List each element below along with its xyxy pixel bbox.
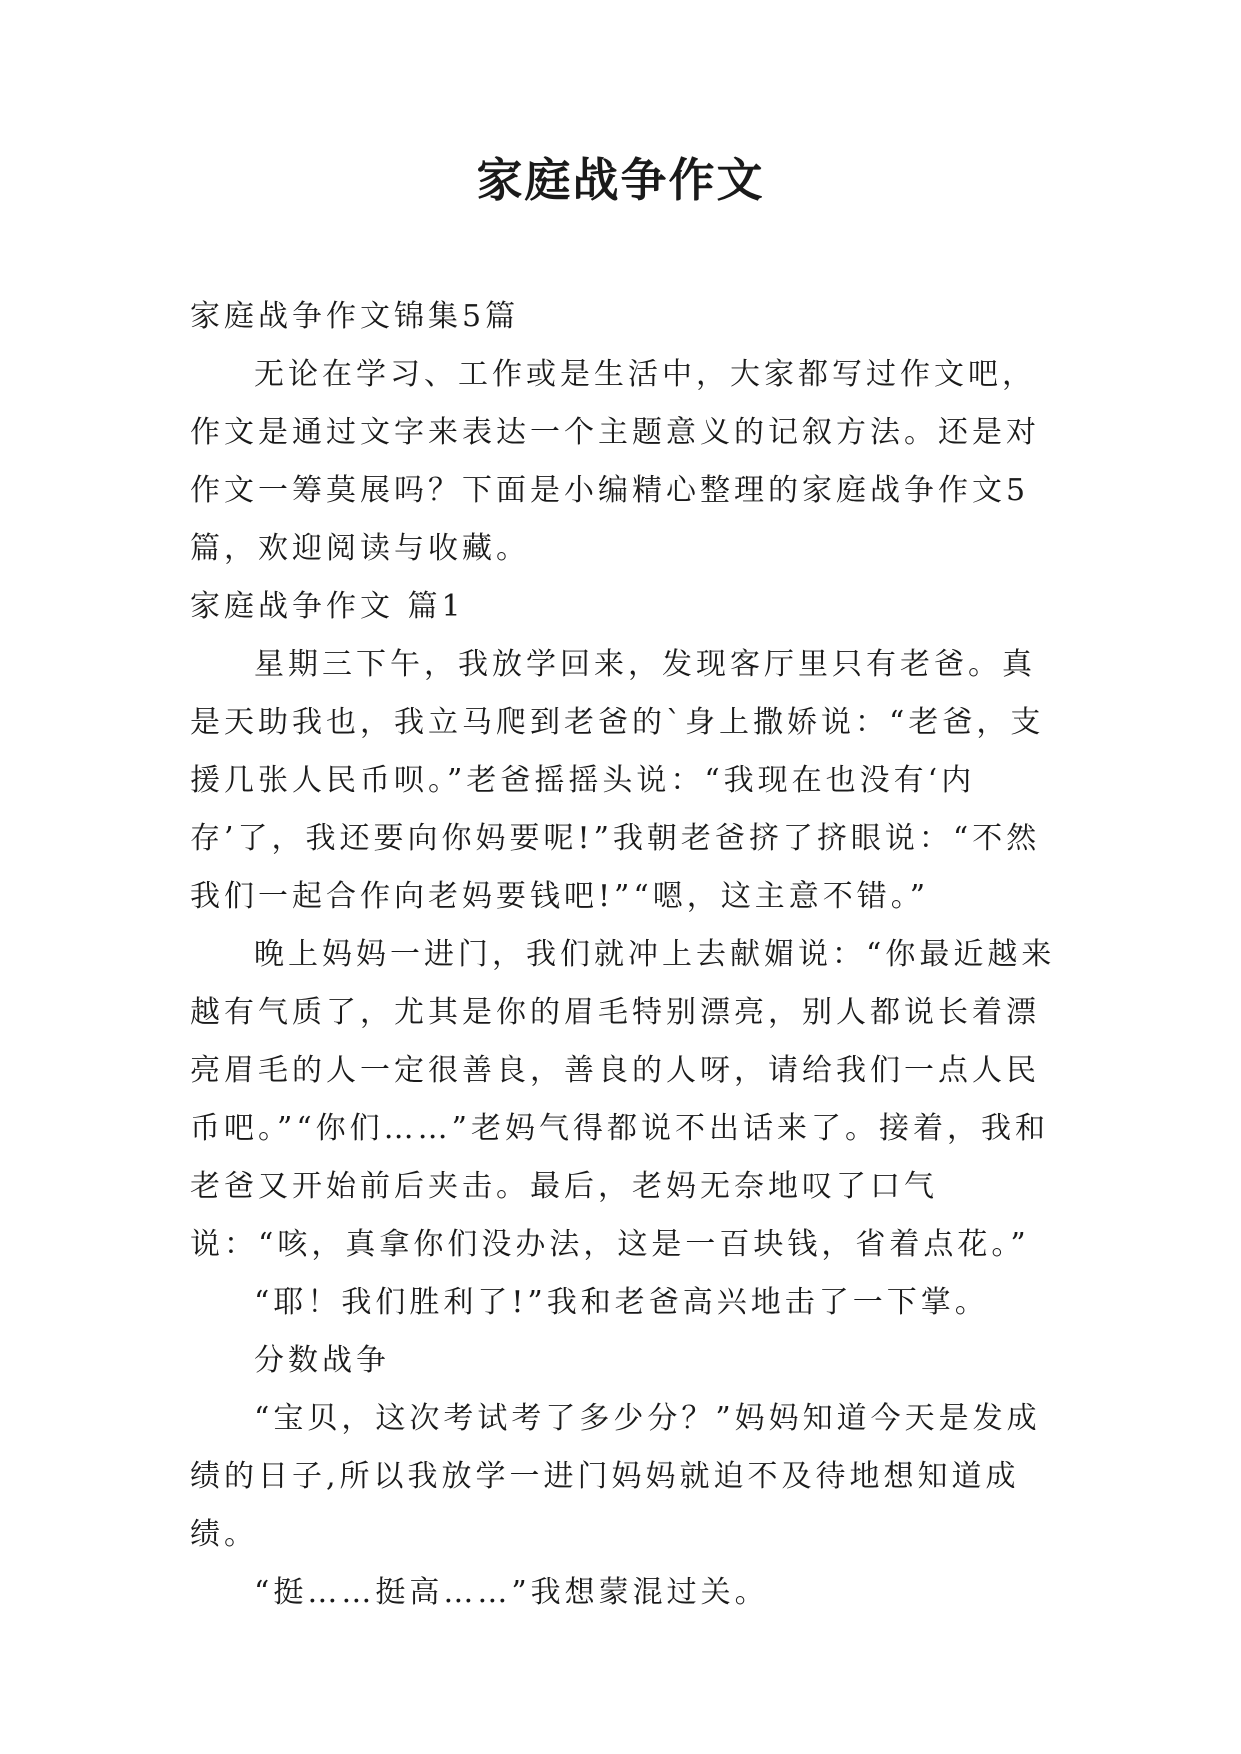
subsection-heading: 分数战争 (254, 1343, 390, 1378)
document-title: 家庭战争作文 (476, 153, 765, 207)
section-heading: 家庭战争作文 篇1 (190, 589, 465, 624)
paragraph: 晚上妈妈一进门，我们就冲上去献媚说：“你最近越来越有气质了，尤其是你的眉毛特别漂亮，别人都说长着漂亮眉毛的人一定很善良，善良的人呀，请给我们一点人民币吧。”“你们……”老妈气得都说不出话来了。接着，我和老爸又开始前后夹击。最后，老妈无奈地叹了口气说：“咳，真拿你们没办法，这是一百块钱，省着点花。” (190, 937, 1056, 1262)
intro-paragraph: 无论在学习、工作或是生活中，大家都写过作文吧，作文是通过文字来表达一个主题意义的记叙方法。还是对作文一筹莫展吗？下面是小编精心整理的家庭战争作文5篇，欢迎阅读与收藏。 (190, 357, 1040, 566)
paragraph: “宝贝，这次考试考了多少分？”妈妈知道今天是发成绩的日子,所以我放学一进门妈妈就迫不及待地想知道成绩。 (190, 1401, 1041, 1552)
document-body (190, 288, 1060, 1622)
document-subtitle: 家庭战争作文锦集5篇 (190, 299, 520, 334)
paragraph: “挺……挺高……”我想蒙混过关。 (254, 1575, 769, 1610)
paragraph: 星期三下午，我放学回来，发现客厅里只有老爸。真是天助我也，我立马爬到老爸的`身上撒娇说：“老爸，支援几张人民币呗。”老爸摇摇头说：“我现在也没有‘内存’了，我还要向你妈要呢!”我朝老爸挤了挤眼说：“不然我们一起合作向老妈要钱吧!”“嗯，这主意不错。” (190, 647, 1045, 914)
paragraph: “耶！我们胜利了!”我和老爸高兴地击了一下掌。 (254, 1285, 989, 1320)
